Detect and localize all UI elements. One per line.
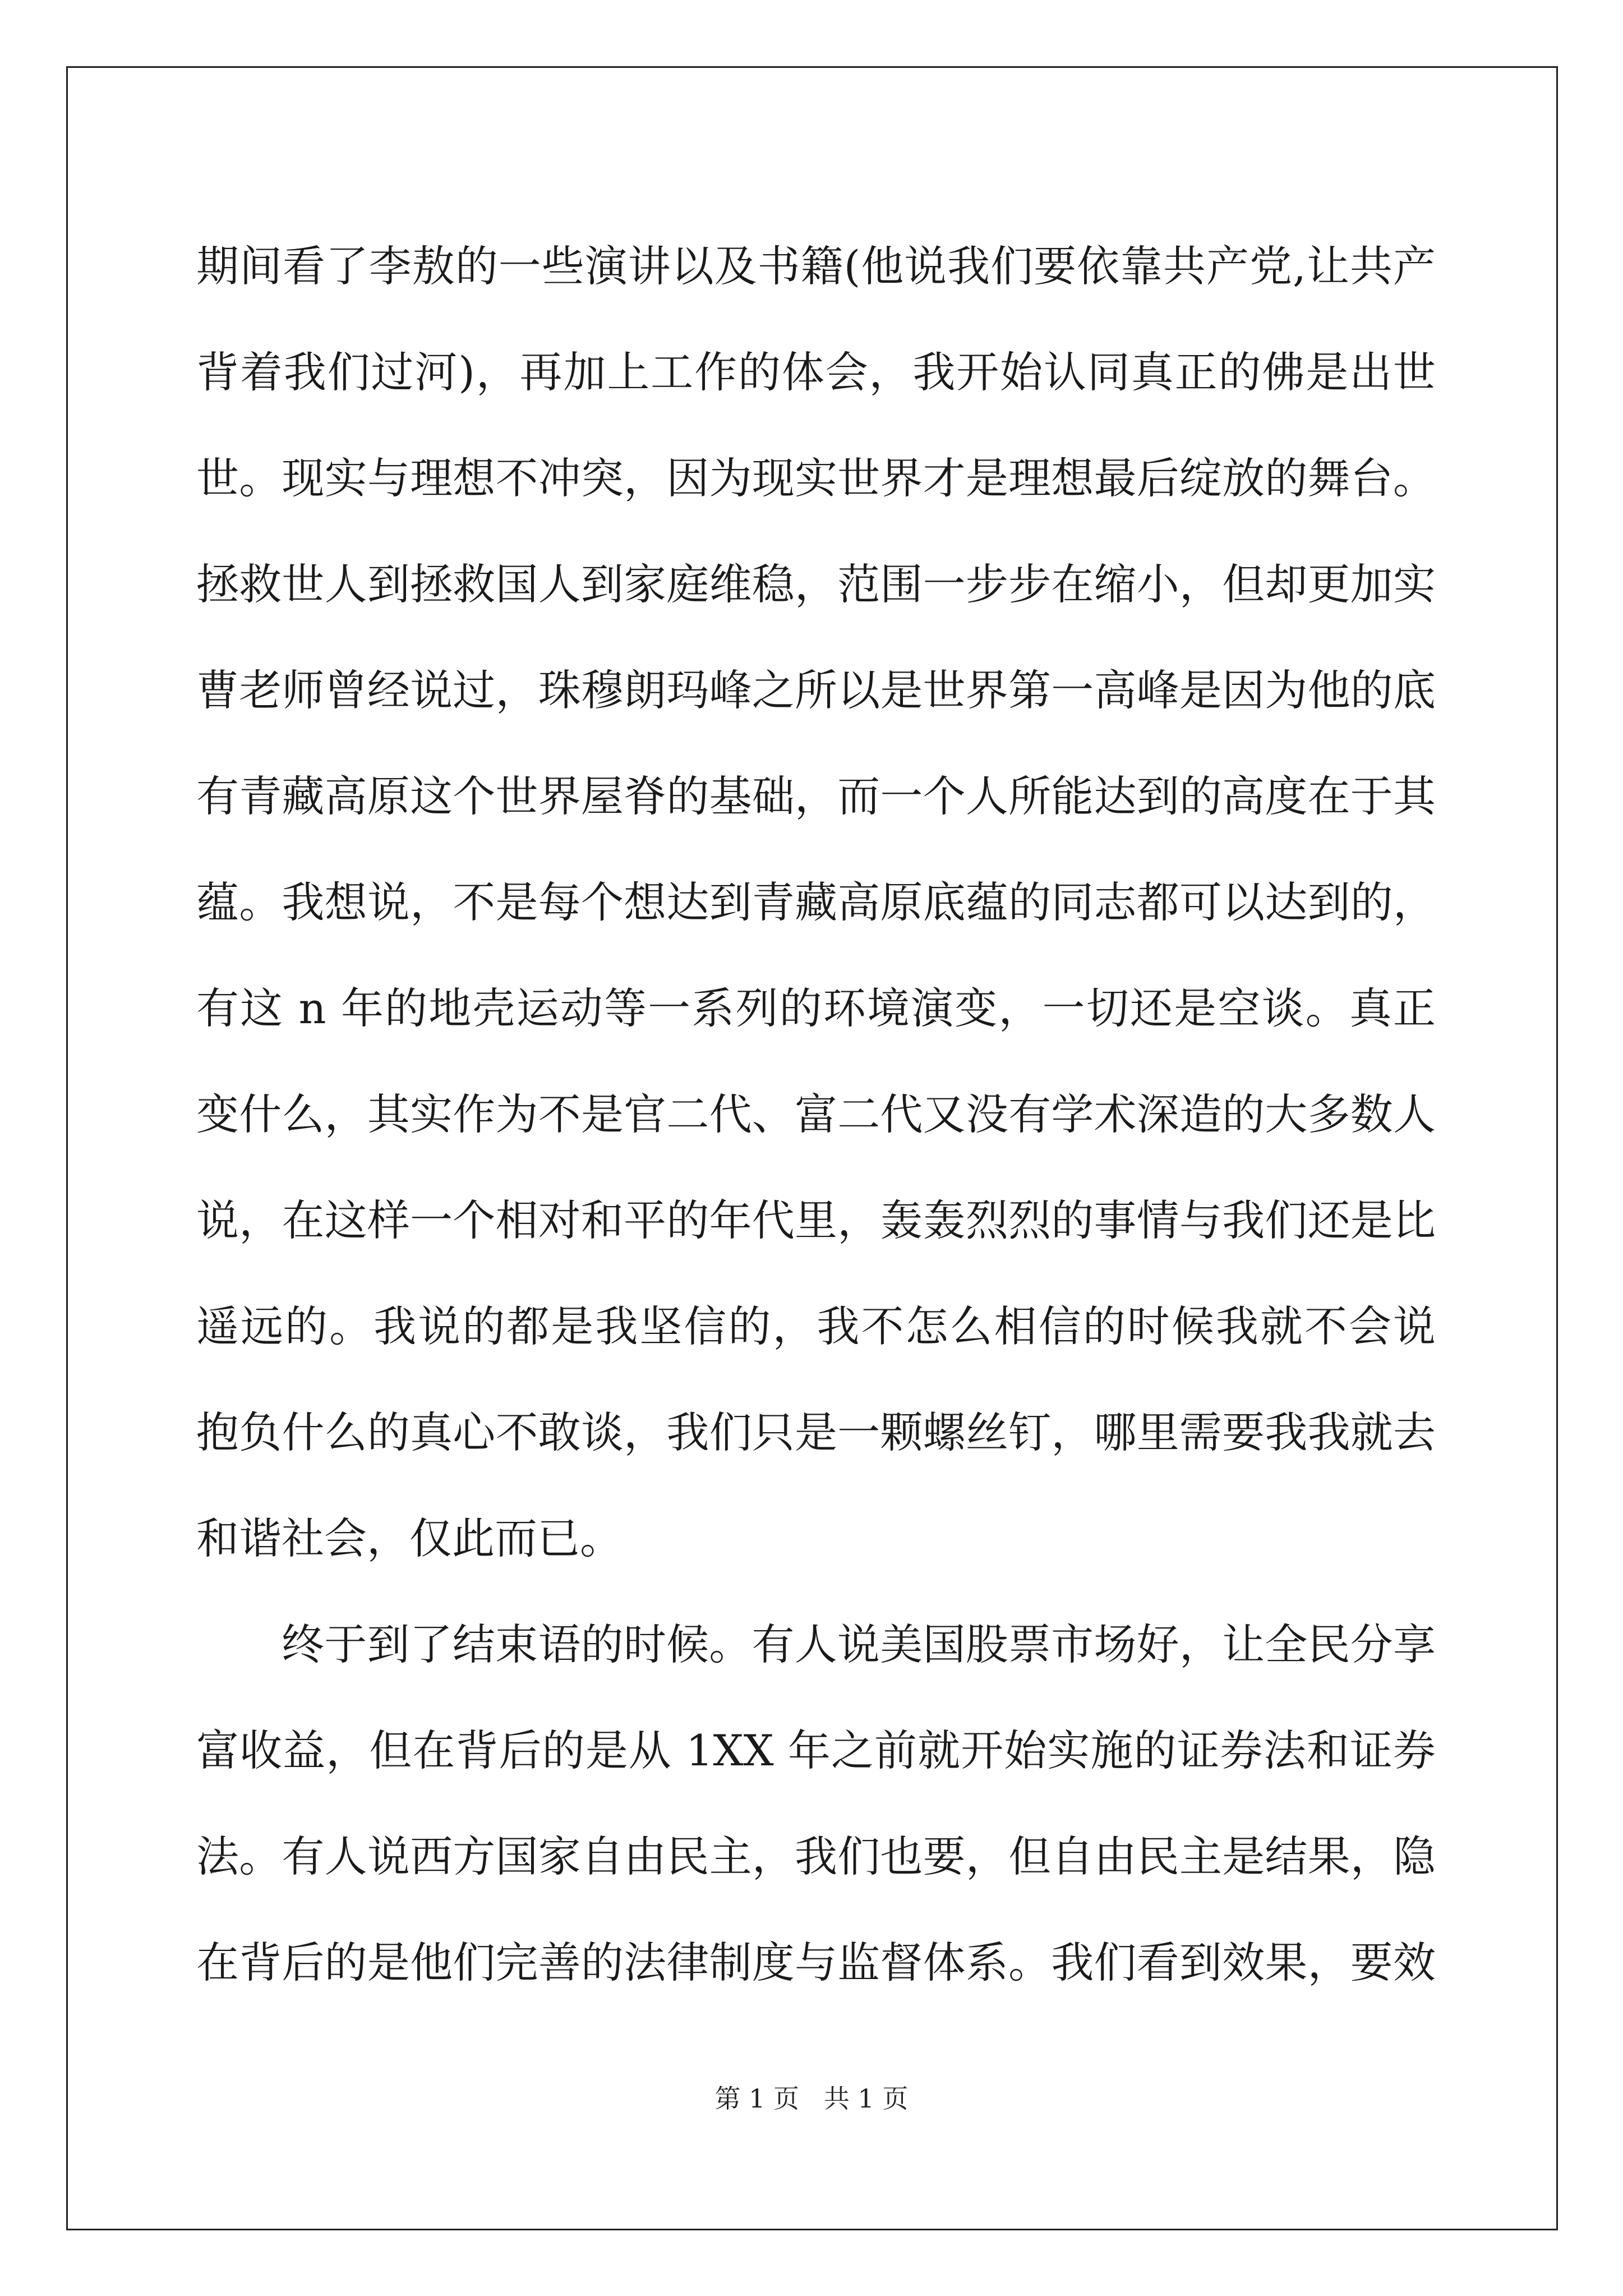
text-line: 抱负什么的真心不敢谈，我们只是一颗螺丝钉，哪里需要我我就去 bbox=[196, 1407, 1436, 1457]
text-line: 说，在这样一个相对和平的年代里，轰轰烈烈的事情与我们还是比 bbox=[196, 1195, 1436, 1245]
text-line: 背着我们过河)，再加上工作的体会，我开始认同真正的佛是出世 bbox=[196, 347, 1436, 397]
page-number-footer: 第 1 页 共 1 页 bbox=[714, 2083, 909, 2114]
text-line: 在背后的是他们完善的法律制度与监督体系。我们看到效果，要效 bbox=[196, 1938, 1436, 1987]
text-line: 拯救世人到拯救国人到家庭维稳，范围一步步在缩小，但却更加实 bbox=[196, 559, 1436, 609]
text-line: 法。有人说西方国家自由民主，我们也要，但自由民主是结果，隐 bbox=[196, 1832, 1436, 1881]
text-line: 遥远的。我说的都是我坚信的，我不怎么相信的时候我就不会说 bbox=[196, 1301, 1436, 1351]
text-line: 和谐社会，仅此而已。 bbox=[196, 1513, 623, 1563]
text-line: 曹老师曾经说过，珠穆朗玛峰之所以是世界第一高峰是因为他的底 bbox=[196, 665, 1436, 715]
document-body bbox=[196, 213, 1436, 2016]
text-line: 蕴。我想说，不是每个想达到青藏高原底蕴的同志都可以达到的， bbox=[196, 877, 1436, 927]
text-line: 富收益，但在背后的是从 1XX 年之前就开始实施的证券法和证券 bbox=[196, 1726, 1436, 1775]
text-line: 世。现实与理想不冲突，因为现实世界才是理想最后绽放的舞台。 bbox=[196, 453, 1436, 503]
text-line: 有青藏高原这个世界屋脊的基础，而一个人所能达到的高度在于其 bbox=[196, 771, 1436, 821]
text-line: 变什么，其实作为不是官二代、富二代又没有学术深造的大多数人 bbox=[196, 1089, 1436, 1139]
text-line: 期间看了李敖的一些演讲以及书籍(他说我们要依靠共产党,让共产 bbox=[196, 241, 1436, 291]
text-line: 有这 n 年的地壳运动等一系列的环境演变，一切还是空谈。真正 bbox=[196, 983, 1436, 1033]
paragraph-first-line: 终于到了结束语的时候。有人说美国股票市场好，让全民分享 bbox=[282, 1619, 1436, 1669]
